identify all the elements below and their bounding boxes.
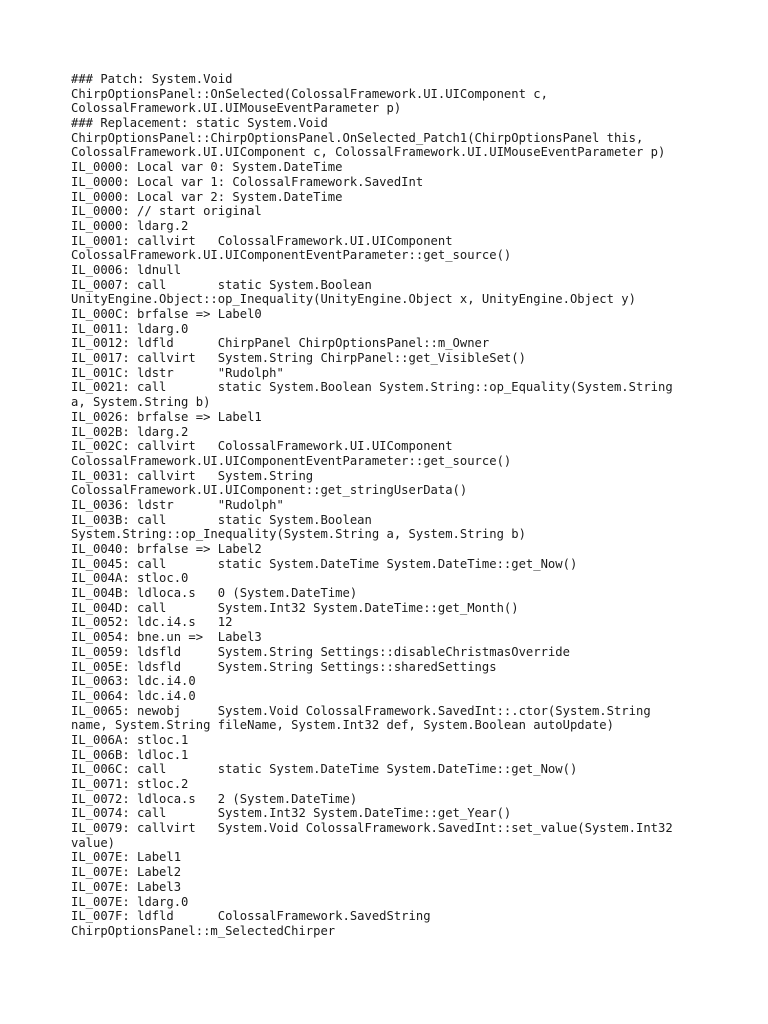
code-line: IL_0017: callvirt System.String ChirpPanel::get_VisibleSet() [71, 351, 526, 366]
code-line: IL_0021: call static System.Boolean System.String::op_Equality(System.String [71, 380, 673, 395]
code-line: IL_007E: Label3 [71, 879, 182, 894]
code-line: ColossalFramework.UI.UIComponent::get_stringUserData() [71, 483, 468, 498]
code-line: IL_0045: call static System.DateTime System.DateTime::get_Now() [71, 556, 578, 571]
code-line: System.String::op_Inequality(System.String a, System.String b) [71, 527, 526, 542]
code-line: IL_0000: ldarg.2 [71, 218, 189, 233]
code-line: UnityEngine.Object::op_Inequality(UnityEngine.Object x, UnityEngine.Object y) [71, 292, 636, 307]
code-line: IL_0006: ldnull [71, 262, 182, 277]
code-line: IL_001C: ldstr "Rudolph" [71, 365, 284, 380]
code-line: value) [71, 835, 116, 850]
code-line: IL_0052: ldc.i4.s 12 [71, 615, 233, 630]
code-line: IL_0000: // start original [71, 204, 262, 219]
code-line: IL_0079: callvirt System.Void ColossalFramework.SavedInt::set_value(System.Int32 [71, 821, 673, 836]
code-line: IL_0065: newobj System.Void ColossalFramework.SavedInt::.ctor(System.String [71, 703, 651, 718]
code-line: ColossalFramework.UI.UIComponentEventParameter::get_source() [71, 453, 512, 468]
code-line: IL_0064: ldc.i4.0 [71, 688, 196, 703]
code-line: IL_0000: Local var 2: System.DateTime [71, 189, 343, 204]
code-listing [71, 72, 711, 939]
code-line: IL_0074: call System.Int32 System.DateTime::get_Year() [71, 806, 512, 821]
code-line: IL_0040: brfalse => Label2 [71, 542, 262, 556]
code-line: ChirpOptionsPanel::m_SelectedChirper [71, 923, 336, 938]
code-line: IL_007F: ldfld ColossalFramework.SavedString [71, 909, 431, 924]
code-line: ColossalFramework.UI.UIMouseEventParameter p) [71, 101, 402, 116]
code-line: ColossalFramework.UI.UIComponent c, ColossalFramework.UI.UIMouseEventParameter p) [71, 145, 666, 160]
code-line: name, System.String fileName, System.Int32 def, System.Boolean autoUpdate) [71, 718, 614, 733]
code-line: IL_007E: Label2 [71, 865, 182, 880]
code-line: IL_006A: stloc.1 [71, 732, 189, 747]
code-line: IL_0059: ldsfld System.String Settings::disableChristmasOverride [71, 644, 570, 659]
code-line: ChirpOptionsPanel::ChirpOptionsPanel.OnSelected_Patch1(ChirpOptionsPanel this, [71, 130, 644, 145]
code-line: IL_003B: call static System.Boolean [71, 512, 372, 527]
code-line: IL_005E: ldsfld System.String Settings::sharedSettings [71, 659, 497, 674]
code-line: IL_0011: ldarg.0 [71, 321, 189, 336]
code-line: ChirpOptionsPanel::OnSelected(ColossalFramework.UI.UIComponent c, [71, 86, 548, 101]
code-line: ### Replacement: static System.Void [71, 116, 328, 131]
code-line: IL_004D: call System.Int32 System.DateTime::get_Month() [71, 600, 519, 615]
code-line: ### Patch: System.Void [71, 72, 233, 86]
code-line: ColossalFramework.UI.UIComponentEventParameter::get_source() [71, 248, 512, 263]
code-line: IL_0000: Local var 1: ColossalFramework.SavedInt [71, 174, 424, 189]
code-line: IL_0001: callvirt ColossalFramework.UI.UIComponent [71, 233, 453, 248]
document-page [71, 72, 711, 939]
code-line: IL_000C: brfalse => Label0 [71, 307, 262, 321]
code-line: IL_0063: ldc.i4.0 [71, 674, 196, 689]
code-line: IL_0071: stloc.2 [71, 777, 189, 791]
code-line: IL_0031: callvirt System.String [71, 468, 314, 483]
code-line: IL_002C: callvirt ColossalFramework.UI.UIComponent [71, 439, 453, 454]
code-line: IL_0007: call static System.Boolean [71, 277, 372, 292]
code-line: IL_0000: Local var 0: System.DateTime [71, 160, 343, 175]
code-line: IL_007E: Label1 [71, 850, 182, 865]
code-line: IL_0012: ldfld ChirpPanel ChirpOptionsPanel::m_Owner [71, 336, 490, 351]
code-line: IL_0072: ldloca.s 2 (System.DateTime) [71, 791, 358, 806]
code-line: IL_0026: brfalse => Label1 [71, 409, 262, 424]
code-line: IL_004B: ldloca.s 0 (System.DateTime) [71, 586, 358, 601]
code-line: IL_007E: ldarg.0 [71, 894, 189, 909]
code-line: a, System.String b) [71, 395, 211, 410]
code-line: IL_006B: ldloc.1 [71, 747, 189, 762]
code-line: IL_0036: ldstr "Rudolph" [71, 497, 284, 512]
code-line: IL_002B: ldarg.2 [71, 424, 189, 439]
code-line: IL_004A: stloc.0 [71, 571, 189, 586]
code-line: IL_0054: bne.un => Label3 [71, 630, 262, 645]
code-line: IL_006C: call static System.DateTime System.DateTime::get_Now() [71, 762, 578, 777]
